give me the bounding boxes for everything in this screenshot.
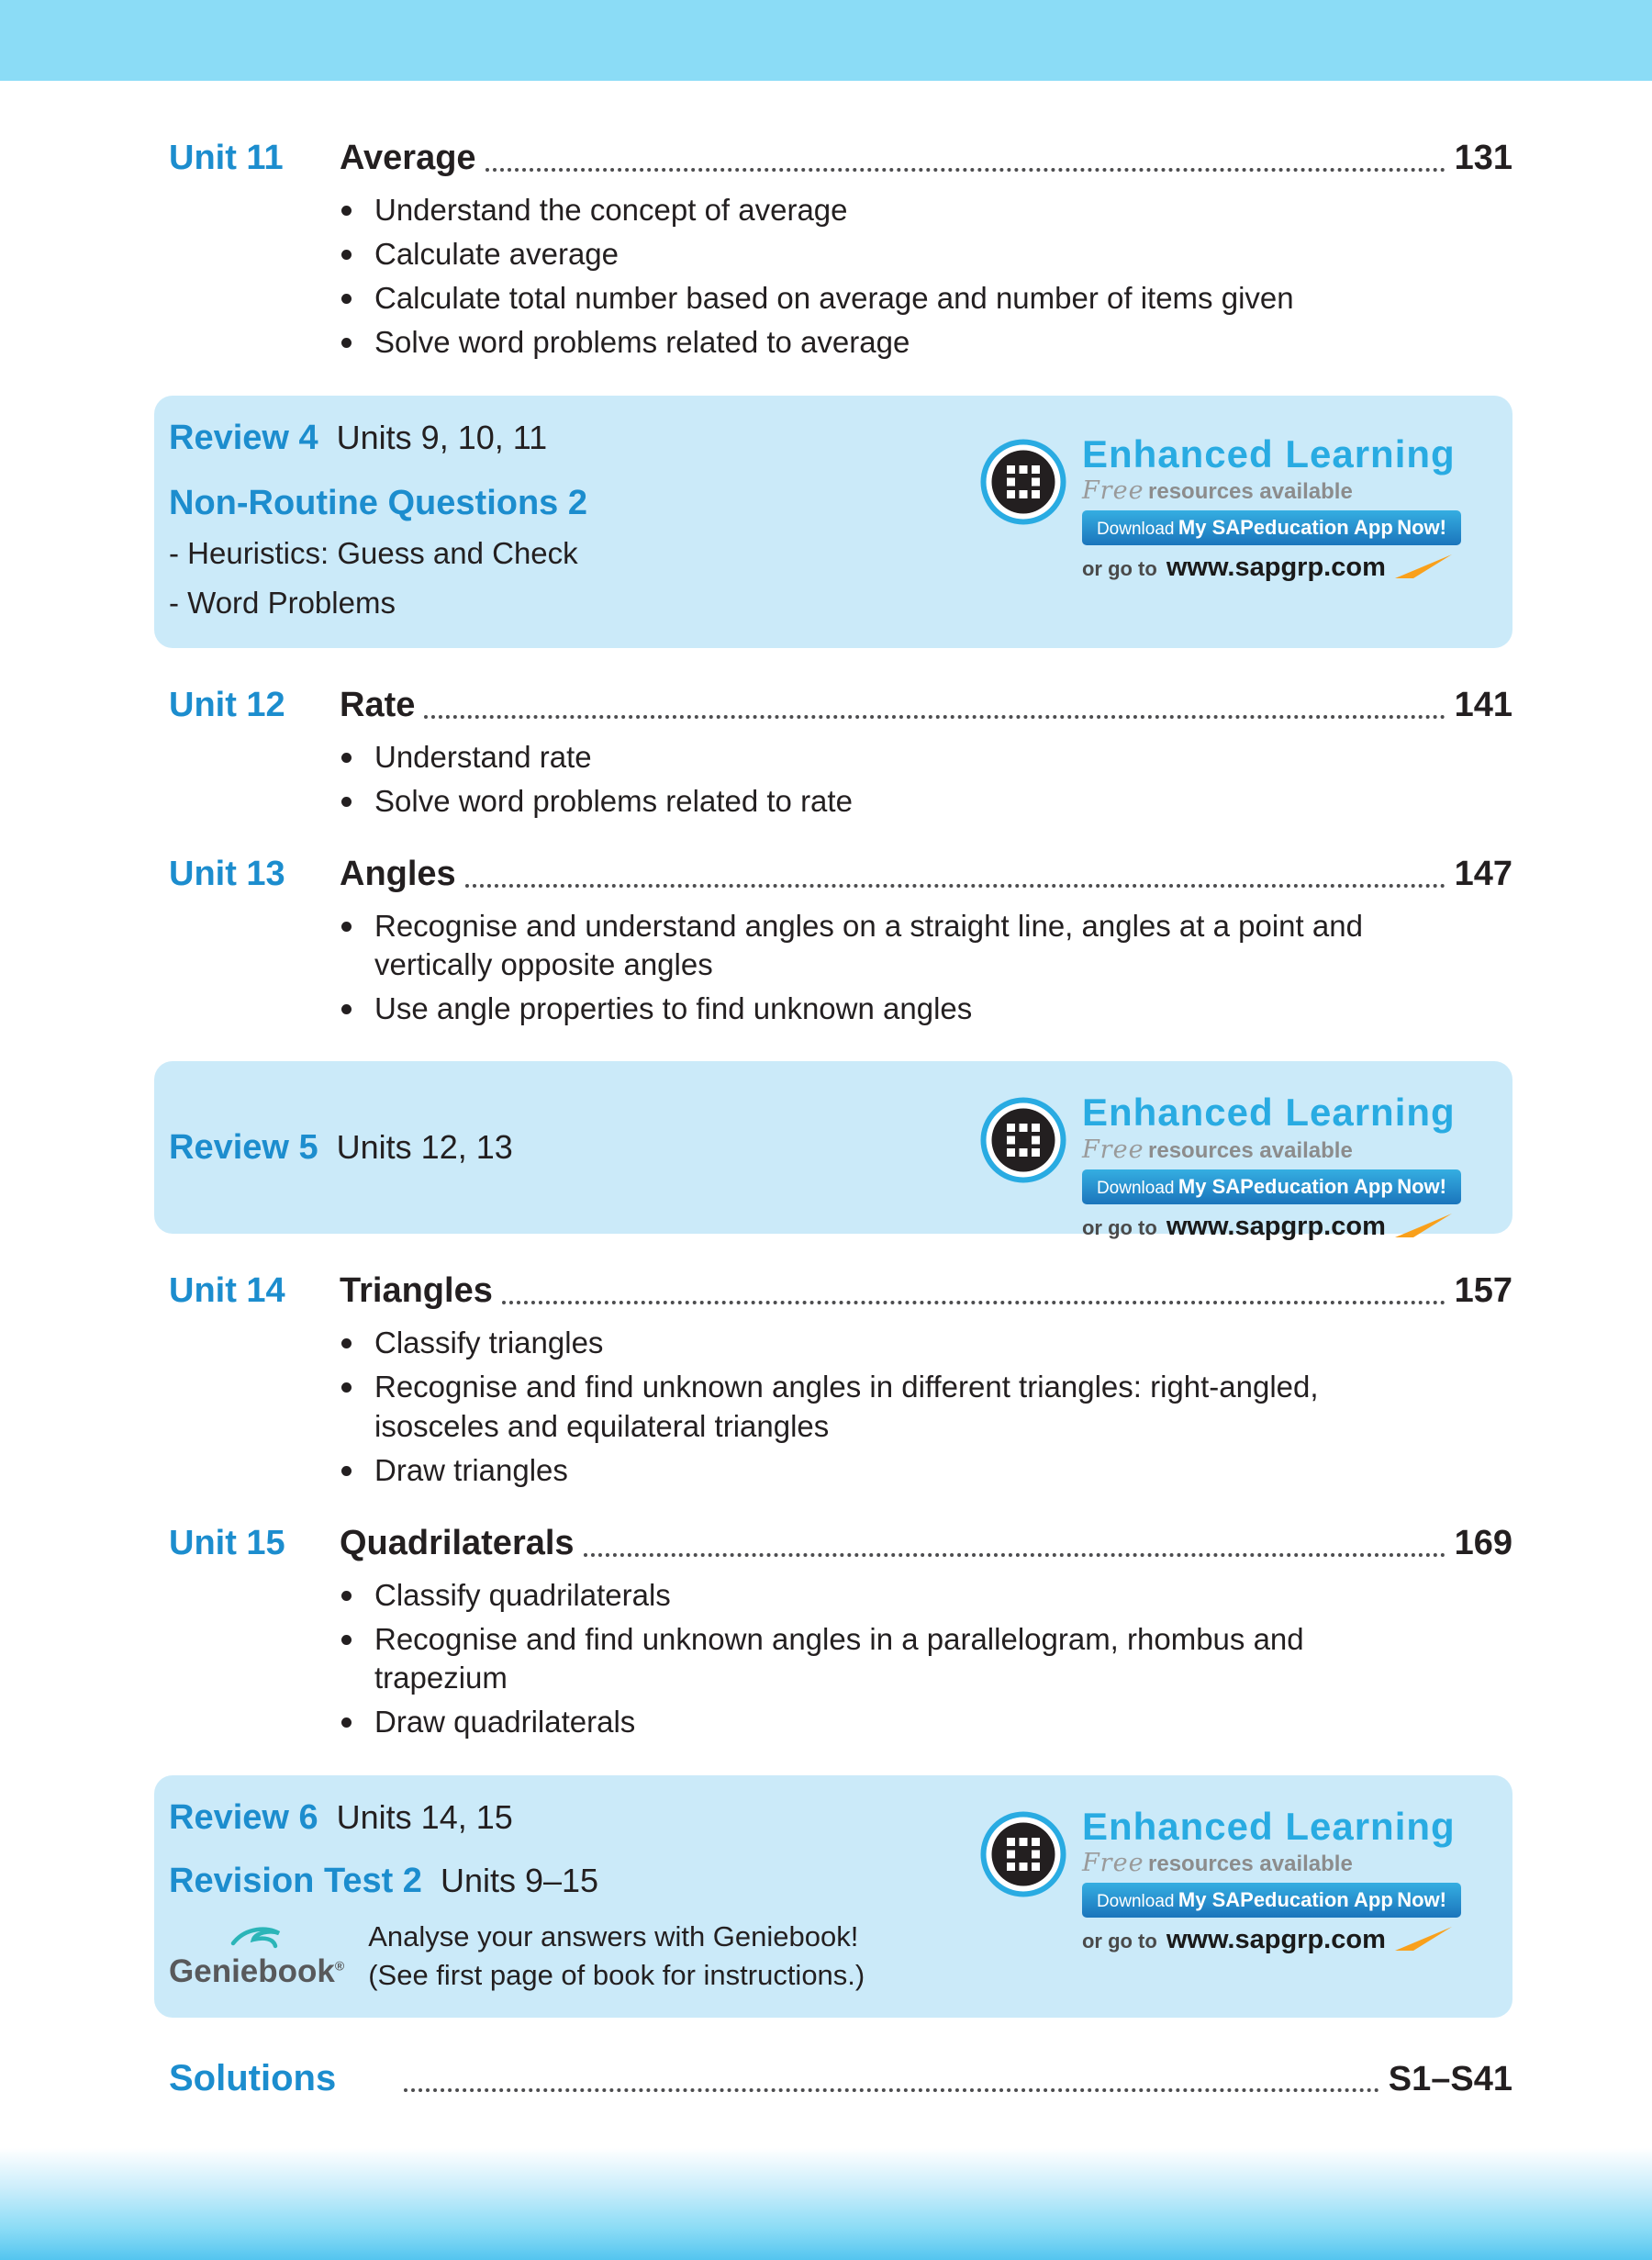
objective-item: Classify quadrilaterals [374,1576,1434,1615]
bottom-decorative-band [0,2148,1652,2260]
objective-item: Understand rate [374,738,1434,777]
unit-objectives-list [154,738,1434,821]
sap-website-url: www.sapgrp.com [1166,1924,1386,1954]
unit-number: Unit 12 [169,686,285,725]
dotted-leader [404,2088,1379,2092]
unit-title: Rate [340,686,416,725]
toc-entry-unit-15 [154,1523,1512,1742]
review-6-box [154,1775,1512,2019]
geniebook-logo [169,1925,344,1987]
objective-item: Solve word problems related to average [374,323,1434,362]
review-units: Units 9, 10, 11 [336,418,548,456]
toc-entry-unit-11 [154,138,1512,363]
download-app-ribbon: Download My SAPeducation App Now! [1082,1883,1461,1918]
objective-item: Recognise and find unknown angles in different triangles: right-angled, isosceles and equilateral triangles [374,1368,1434,1445]
unit-page-number: 147 [1454,855,1512,894]
solutions-label: Solutions [169,2058,337,2099]
website-line: or go to www.sapgrp.com [1082,1212,1461,1242]
objective-item: Calculate average [374,235,1434,274]
unit-objectives-list [154,1576,1434,1742]
objective-item: Calculate total number based on average and number of items given [374,279,1434,318]
free-resources-line: Free resources available [1081,1848,1353,1877]
objective-item: Understand the concept of average [374,191,1434,229]
enhanced-learning-title: Enhanced Learning [1081,431,1456,475]
toc-content [154,81,1512,2100]
free-resources-line: Free resources available [1081,475,1353,505]
enhanced-learning-title: Enhanced Learning [1081,1804,1456,1848]
objective-item: Draw triangles [374,1451,1434,1490]
dotted-leader [584,1553,1446,1557]
enhanced-learning-title: Enhanced Learning [1081,1091,1456,1135]
enhanced-learning-text [1082,1092,1461,1241]
objective-item: Classify triangles [374,1324,1434,1362]
toc-entry-unit-12 [154,685,1512,821]
unit-objectives-list [154,1324,1434,1490]
website-line: or go to www.sapgrp.com [1082,553,1461,583]
geniebook-note [368,1918,865,1995]
unit-page-number: 169 [1454,1523,1512,1562]
enhanced-learning-badge [979,1092,1461,1241]
review-units: Units 12, 13 [336,1127,513,1166]
geniebook-swirl-icon [228,1925,286,1955]
unit-number: Unit 13 [169,855,285,894]
unit-row [154,1270,1512,1313]
gold-swoosh-icon [1395,1214,1452,1242]
review-row [169,1127,513,1169]
unit-page-number: 131 [1454,139,1512,177]
dotted-leader [502,1301,1446,1304]
enhanced-learning-icon [979,438,1067,526]
review-label: Review 5 [169,1127,318,1167]
enhanced-learning-text [1081,1804,1461,1955]
review-label: Review 6 [169,1797,318,1837]
enhanced-learning-icon [979,1810,1067,1898]
download-app-ribbon: Download My SAPeducation App Now! [1082,510,1461,545]
unit-objectives-list [154,191,1434,363]
unit-title: Angles [340,855,456,894]
review-label: Review 4 [169,418,318,457]
revision-test-units: Units 9–15 [440,1862,599,1900]
free-resources-line: Free resources available [1081,1135,1353,1164]
gold-swoosh-icon [1395,554,1452,583]
dotted-leader [465,884,1446,888]
objective-item: Recognise and find unknown angles in a parallelogram, rhombus and trapezium [374,1620,1434,1697]
dotted-leader [486,168,1446,172]
review-units: Units 14, 15 [336,1797,513,1836]
solutions-page-number: S1–S41 [1388,2059,1512,2098]
top-decorative-band [0,0,1652,81]
sap-website-url: www.sapgrp.com [1166,1211,1386,1241]
toc-entry-unit-14 [154,1270,1512,1490]
enhanced-learning-text [1081,431,1461,583]
unit-row [154,685,1512,727]
geniebook-note-line2: (See first page of book for instructions.) [368,1958,865,1991]
dotted-leader [424,715,1445,719]
non-routine-questions-heading: Non-Routine Questions 2 [169,484,587,523]
review-4-box [154,396,1512,649]
unit-objectives-list [154,907,1434,1029]
website-line: or go to www.sapgrp.com [1082,1925,1461,1955]
geniebook-note-line1: Analyse your answers with Geniebook! [368,1919,859,1952]
toc-entry-unit-13 [154,854,1512,1028]
unit-title: Triangles [340,1271,493,1311]
objective-item: Recognise and understand angles on a straight line, angles at a point and vertically opposite angles [374,907,1434,984]
enhanced-learning-icon [979,1096,1067,1184]
unit-row [154,138,1512,180]
toc-entry-solutions [154,2056,1512,2100]
unit-page-number: 141 [1454,686,1512,725]
review-5-box [154,1061,1512,1241]
objective-item: Solve word problems related to rate [374,782,1434,821]
unit-page-number: 157 [1454,1271,1512,1311]
unit-number: Unit 15 [169,1523,285,1562]
sap-website-url: www.sapgrp.com [1166,552,1386,582]
enhanced-learning-badge [979,431,1461,583]
gold-swoosh-icon [1395,1927,1452,1955]
objective-item: Use angle properties to find unknown angles [374,990,1434,1028]
revision-test-label: Revision Test 2 [169,1862,422,1901]
download-app-ribbon: Download My SAPeducation App Now! [1082,1169,1461,1204]
objective-item: Draw quadrilaterals [374,1703,1434,1741]
unit-title: Average [340,139,476,177]
unit-row [154,1523,1512,1565]
review-line: - Heuristics: Guess and Check [169,535,578,570]
geniebook-wordmark: Geniebook® [169,1952,345,1989]
unit-title: Quadrilaterals [340,1523,575,1562]
unit-row [154,854,1512,896]
unit-number: Unit 14 [169,1271,285,1311]
unit-number: Unit 11 [169,139,284,177]
enhanced-learning-badge [979,1804,1461,1955]
review-line: - Word Problems [169,585,396,620]
